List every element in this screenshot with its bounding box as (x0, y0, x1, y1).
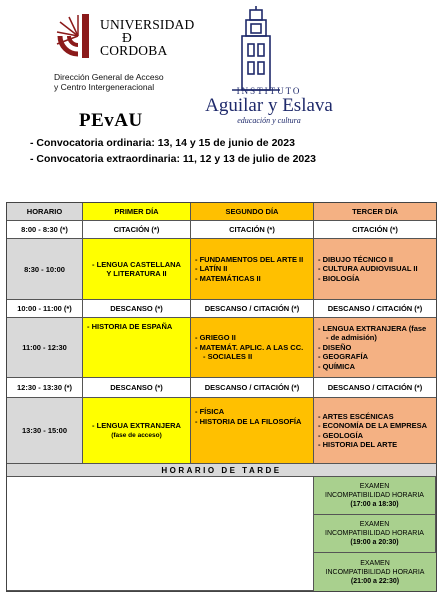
subject-item: - GEOGRAFÍA (318, 352, 436, 362)
subject-item: - LENGUA EXTRANJERA (fase (318, 324, 436, 334)
table-cell (83, 318, 191, 378)
table-cell (314, 318, 436, 378)
time-cell: 11:00 - 12:30 (7, 318, 83, 378)
table-row (7, 398, 436, 464)
table-cell: DESCANSO / CITACIÓN (*) (191, 300, 314, 318)
exam-time: (19:00 a 20:30) (350, 539, 399, 546)
time-cell: 13:30 - 15:00 (7, 398, 83, 464)
exam-type: INCOMPATIBILIDAD HORARIA (325, 530, 424, 537)
subject-item: (fase de acceso) (111, 431, 162, 439)
exam-time: (17:00 a 18:30) (350, 501, 399, 508)
exam-slot (314, 515, 436, 553)
subject-item: - FUNDAMENTOS DEL ARTE II (195, 255, 313, 265)
subject-list (314, 324, 436, 372)
table-cell: DESCANSO / CITACIÓN (*) (314, 378, 436, 398)
exam-label: EXAMEN (359, 521, 390, 528)
subject-item: - CULTURA AUDIOVISUAL II (318, 264, 436, 274)
subject-list (191, 333, 313, 362)
subject-item: - MATEMÁTICAS II (195, 274, 313, 284)
schedule-table (6, 202, 437, 592)
subject-list (314, 412, 436, 450)
uco-arch-logo-icon (52, 14, 96, 58)
institute-line-2: Aguilar y Eslava (205, 95, 333, 116)
exam-slot (314, 477, 436, 515)
subject-item: - ECONOMÍA DE LA EMPRESA (318, 421, 436, 431)
table-cell: CITACIÓN (*) (83, 221, 191, 239)
subject-list (83, 260, 190, 279)
time-cell: 8:00 - 8:30 (*) (7, 221, 83, 239)
university-line-3: CORDOBA (100, 43, 168, 58)
institute-line-1: INSTITUTO (236, 86, 302, 96)
header-primer-dia: PRIMER DÍA (83, 203, 191, 221)
subject-item: - SOCIALES II (195, 352, 313, 362)
table-cell: DESCANSO (*) (83, 378, 191, 398)
time-cell: 8:30 - 10:00 (7, 239, 83, 300)
afternoon-row (7, 477, 436, 591)
university-line-1: UNIVERSIDAD (100, 17, 195, 32)
subject-list (191, 407, 313, 426)
subject-list (314, 255, 436, 284)
table-cell (83, 398, 191, 464)
subject-item: - BIOLOGÍA (318, 274, 436, 284)
department-name (54, 72, 164, 92)
afternoon-title: HORARIO DE TARDE (7, 464, 436, 477)
time-cell: 12:30 - 13:30 (*) (7, 378, 83, 398)
exam-time: (21:00 a 22:30) (350, 577, 400, 585)
time-cell: 10:00 - 11:00 (*) (7, 300, 83, 318)
table-cell (314, 239, 436, 300)
subject-item: - HISTORIA DE LA FILOSOFÍA (195, 417, 313, 427)
header-segundo-dia: SEGUNDO DÍA (191, 203, 314, 221)
subject-list (83, 322, 190, 332)
subject-item: - HISTORIA DE ESPAÑA (87, 322, 190, 332)
convocatoria-extraordinaria: - Convocatoria extraordinaria: 11, 12 y 13 de julio de 2023 (30, 153, 316, 165)
afternoon-exam-column (314, 477, 436, 591)
institute-name (198, 86, 340, 125)
subject-item: - LENGUA EXTRANJERA (83, 421, 190, 431)
department-line-2: y Centro Intergeneracional (54, 82, 155, 92)
table-header-row (7, 203, 436, 221)
university-name (100, 18, 194, 57)
subject-item: - LATÍN II (195, 264, 313, 274)
subject-item: - QUÍMICA (318, 362, 436, 372)
subject-list (191, 255, 313, 284)
header-tercer-dia: TERCER DÍA (314, 203, 436, 221)
table-row (7, 318, 436, 378)
subject-item: - DISEÑO (318, 343, 436, 353)
subject-item: Y LITERATURA II (106, 269, 167, 278)
exam-type: INCOMPATIBILIDAD HORARIA (325, 492, 424, 499)
subject-item: - HISTORIA DEL ARTE (318, 440, 436, 450)
table-cell (191, 318, 314, 378)
exam-label: EXAMEN (360, 559, 390, 567)
table-cell (191, 398, 314, 464)
table-cell: DESCANSO / CITACIÓN (*) (314, 300, 436, 318)
convocatoria-ordinaria: - Convocatoria ordinaria: 13, 14 y 15 de junio de 2023 (30, 137, 295, 149)
subject-item: - MATEMÁT. APLIC. A LAS CC. (195, 343, 313, 353)
subject-item: - ARTES ESCÉNICAS (318, 412, 436, 422)
table-row (7, 300, 436, 318)
table-row (7, 221, 436, 239)
subject-item: - GEOLOGÍA (318, 431, 436, 441)
afternoon-header-row (7, 464, 436, 477)
subject-item: - de admisión) (318, 333, 436, 343)
table-cell: CITACIÓN (*) (314, 221, 436, 239)
table-cell (191, 239, 314, 300)
table-row (7, 239, 436, 300)
institute-tower-logo-icon (228, 6, 284, 92)
table-cell (83, 239, 191, 300)
header-horario: HORARIO (7, 203, 83, 221)
table-cell: DESCANSO / CITACIÓN (*) (191, 378, 314, 398)
exam-slot (314, 553, 436, 591)
subject-item: - GRIEGO II (195, 333, 313, 343)
subject-list (83, 421, 190, 440)
table-cell: CITACIÓN (*) (191, 221, 314, 239)
subject-item: - FÍSICA (195, 407, 313, 417)
table-cell (314, 398, 436, 464)
table-row (7, 378, 436, 398)
subject-item: - LENGUA CASTELLANA (83, 260, 190, 270)
department-line-1: Dirección General de Acceso (54, 72, 164, 82)
exam-label: EXAMEN (359, 483, 390, 490)
university-line-2: Ð (122, 30, 132, 45)
institute-tagline: educación y cultura (237, 116, 301, 125)
table-cell: DESCANSO (*) (83, 300, 191, 318)
subject-item: - DIBUJO TÉCNICO II (318, 255, 436, 265)
exam-type: INCOMPATIBILIDAD HORARIA (325, 568, 425, 576)
exam-title: PEvAU (79, 110, 143, 131)
afternoon-empty-area (7, 477, 314, 591)
